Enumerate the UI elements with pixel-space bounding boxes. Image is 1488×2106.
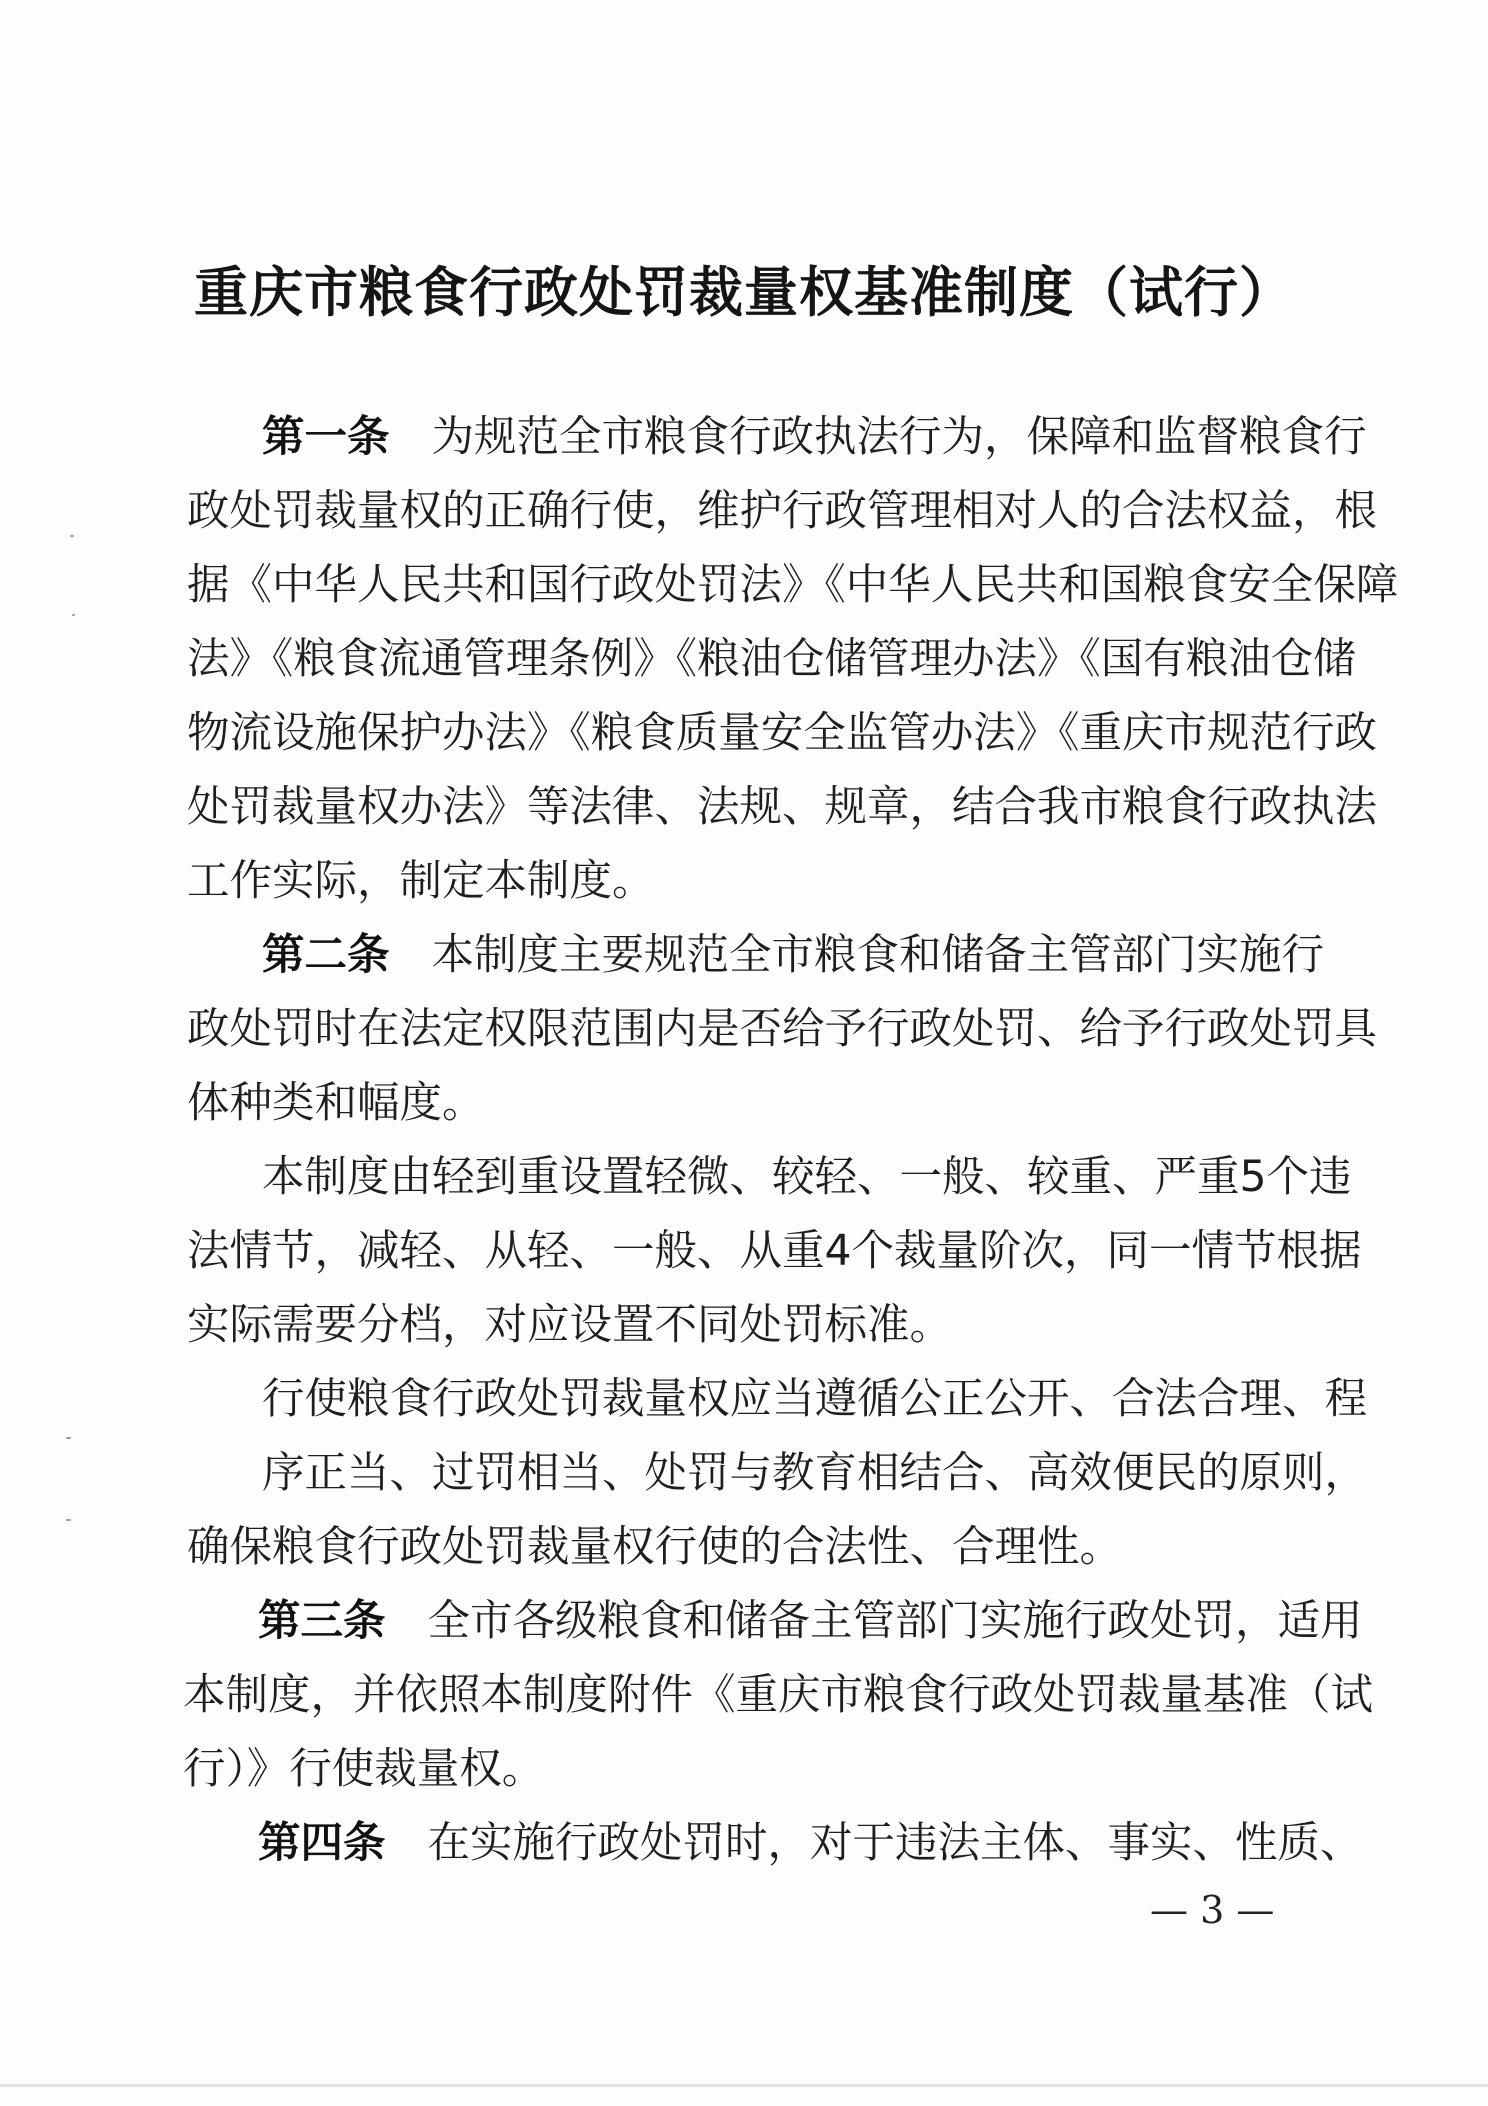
article-3-line-3: 行）》行使裁量权。 bbox=[183, 1745, 545, 1794]
article-2-label: 第二条 bbox=[262, 931, 390, 980]
article-2-para-3-line-1: 行使粮食行政处罚裁量权应当遵循公正公开、合法合理、程 bbox=[262, 1375, 1368, 1424]
article-4-line-1 bbox=[258, 1809, 1363, 1870]
page-number: — 3 — bbox=[1150, 1888, 1275, 1932]
article-1-line-4: 法》《粮食流通管理条例》《粮油仓储管理办法》《国有粮油仓储 bbox=[187, 635, 1356, 684]
article-1-text-1: 为规范全市粮食行政执法行为，保障和监督粮食行 bbox=[431, 413, 1367, 462]
scan-speck bbox=[66, 1437, 71, 1439]
article-2-para-3-line-3: 确保粮食行政处罚裁量权行使的合法性、合理性。 bbox=[187, 1523, 1123, 1572]
document-title: 重庆市粮食行政处罚裁量权基准制度（试行） bbox=[194, 260, 1294, 324]
article-3-line-1 bbox=[258, 1587, 1363, 1648]
article-1-line-2: 政处罚裁量权的正确行使，维护行政管理相对人的合法权益，根 bbox=[187, 487, 1378, 536]
article-2-line-2: 政处罚时在法定权限范围内是否给予行政处罚、给予行政处罚具 bbox=[187, 1005, 1378, 1054]
article-4-text-1: 在实施行政处罚时，对于违法主体、事实、性质、 bbox=[427, 1819, 1363, 1868]
scan-speck bbox=[66, 1519, 71, 1521]
article-1-line-7: 工作实际，制定本制度。 bbox=[187, 857, 655, 906]
article-2-para-3-line-2: 序正当、过罚相当、处罚与教育相结合、高效便民的原则， bbox=[262, 1449, 1368, 1498]
article-2-para-2-line-2: 法情节，减轻、从轻、一般、从重4个裁量阶次，同一情节根据 bbox=[187, 1227, 1362, 1276]
article-2-line-1 bbox=[262, 921, 1324, 982]
article-2-para-2-line-1: 本制度由轻到重设置轻微、较轻、一般、较重、严重5个违 bbox=[262, 1153, 1352, 1202]
article-2-text-1: 本制度主要规范全市粮食和储备主管部门实施行 bbox=[431, 931, 1325, 980]
article-1-line-3: 据《中华人民共和国行政处罚法》《中华人民共和国粮食安全保障 bbox=[187, 561, 1399, 610]
article-1-line-5: 物流设施保护办法》《粮食质量安全监管办法》《重庆市规范行政 bbox=[187, 709, 1378, 758]
article-1-label: 第一条 bbox=[262, 413, 390, 462]
article-1-line-6: 处罚裁量权办法》等法律、法规、规章，结合我市粮食行政执法 bbox=[187, 783, 1378, 832]
scan-speck bbox=[72, 614, 75, 616]
article-3-label: 第三条 bbox=[258, 1597, 386, 1646]
article-3-text-1: 全市各级粮食和储备主管部门实施行政处罚，适用 bbox=[427, 1597, 1363, 1646]
article-2-line-3: 体种类和幅度。 bbox=[187, 1079, 485, 1128]
article-4-label: 第四条 bbox=[258, 1819, 386, 1868]
scan-bottom-edge bbox=[0, 2084, 1488, 2087]
article-2-para-2-line-3: 实际需要分档，对应设置不同处罚标准。 bbox=[187, 1301, 953, 1350]
article-3-line-2: 本制度，并依照本制度附件《重庆市粮食行政处罚裁量基准（试 bbox=[183, 1671, 1374, 1720]
scan-speck bbox=[70, 535, 74, 537]
article-1-line-1 bbox=[262, 403, 1367, 464]
